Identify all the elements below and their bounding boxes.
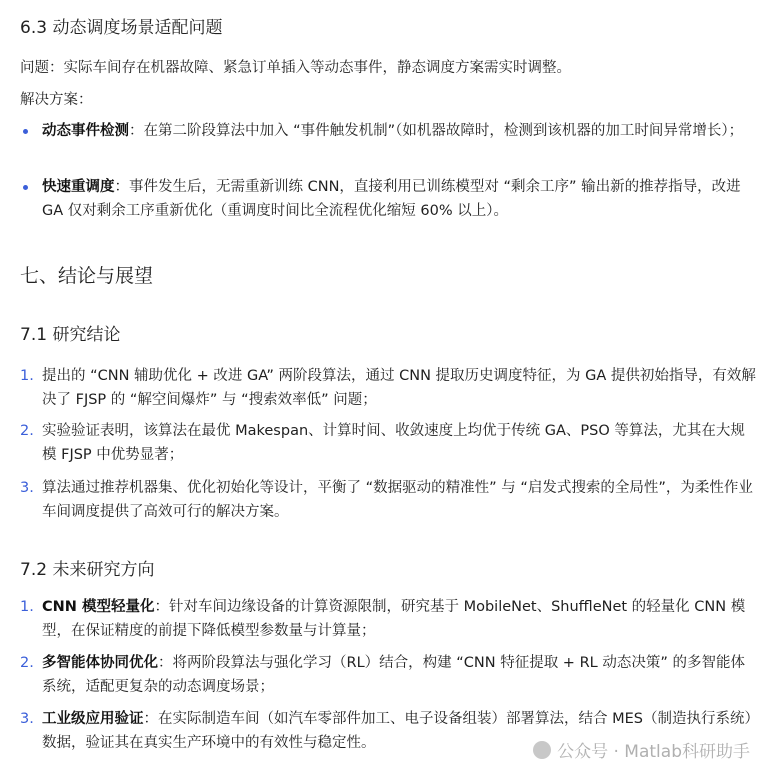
list-bold: 多智能体协同优化	[42, 655, 158, 671]
chapter-heading-7: 七、结论与展望	[20, 265, 154, 287]
bullet-bold: 快速重调度	[42, 179, 115, 195]
watermark	[533, 737, 750, 762]
list-item	[20, 419, 758, 467]
bullet-item	[20, 175, 758, 223]
list-item	[20, 476, 758, 524]
bullet-bold: 动态事件检测	[42, 123, 129, 139]
list-item	[20, 595, 758, 643]
section-heading-7-1: 7.1 研究结论	[20, 325, 121, 345]
list-bold: 工业级应用验证	[42, 711, 144, 727]
list-number: 1.	[20, 599, 34, 615]
bullet-icon	[23, 129, 28, 134]
bullet-icon	[23, 185, 28, 190]
wechat-icon	[533, 741, 551, 759]
watermark-text: 公众号 · Matlab科研助手	[557, 742, 750, 762]
list-text: 算法通过推荐机器集、优化初始化等设计，平衡了 “数据驱动的精准性” 与 “启发式搜索的全局性”，为柔性作业车间调度提供了高效可行的解决方案。	[42, 480, 753, 520]
list-item	[20, 651, 758, 699]
list-number: 2.	[20, 423, 34, 439]
list-number: 1.	[20, 368, 34, 384]
list-bold: CNN 模型轻量化	[42, 599, 155, 615]
solution-label: 解决方案：	[20, 92, 93, 108]
problem-text: 问题：实际车间存在机器故障、紧急订单插入等动态事件，静态调度方案需实时调整。	[20, 60, 571, 76]
list-number: 3.	[20, 711, 34, 727]
section-heading-7-2: 7.2 未来研究方向	[20, 560, 155, 580]
list-text: ：在实际制造车间（如汽车零部件加工、电子设备组装）部署算法，结合 MES（制造执行系统）数据，验证其在真实生产环境中的有效性与稳定性。	[42, 711, 752, 751]
list-number: 3.	[20, 480, 34, 496]
list-text: 实验验证表明，该算法在最优 Makespan、计算时间、收敛速度上均优于传统 GA、PSO 等算法，尤其在大规模 FJSP 中优势显著；	[42, 423, 745, 463]
section-heading-6-3: 6.3 动态调度场景适配问题	[20, 18, 223, 38]
list-number: 2.	[20, 655, 34, 671]
list-item	[20, 364, 758, 412]
list-text: ：针对车间边缘设备的计算资源限制，研究基于 MobileNet、ShuffleNet 的轻量化 CNN 模型，在保证精度的前提下降低模型参数量与计算量；	[42, 599, 746, 639]
bullet-item	[20, 119, 758, 143]
bullet-text: ：在第二阶段算法中加入 “事件触发机制”（如机器故障时，检测到该机器的加工时间异常增长）；	[129, 123, 744, 139]
list-text: 提出的 “CNN 辅助优化 + 改进 GA” 两阶段算法，通过 CNN 提取历史调度特征，为 GA 提供初始指导，有效解决了 FJSP 的 “解空间爆炸” 与 “搜索效率低” 问题；	[42, 368, 756, 408]
bullet-text: ：事件发生后，无需重新训练 CNN，直接利用已训练模型对 “剩余工序” 输出新的推荐指导，改进 GA 仅对剩余工序重新优化（重调度时间比全流程优化缩短 60% 以上）。	[42, 179, 741, 219]
list-text: ：将两阶段算法与强化学习（RL）结合，构建 “CNN 特征提取 + RL 动态决策” 的多智能体系统，适配更复杂的动态调度场景；	[42, 655, 745, 695]
